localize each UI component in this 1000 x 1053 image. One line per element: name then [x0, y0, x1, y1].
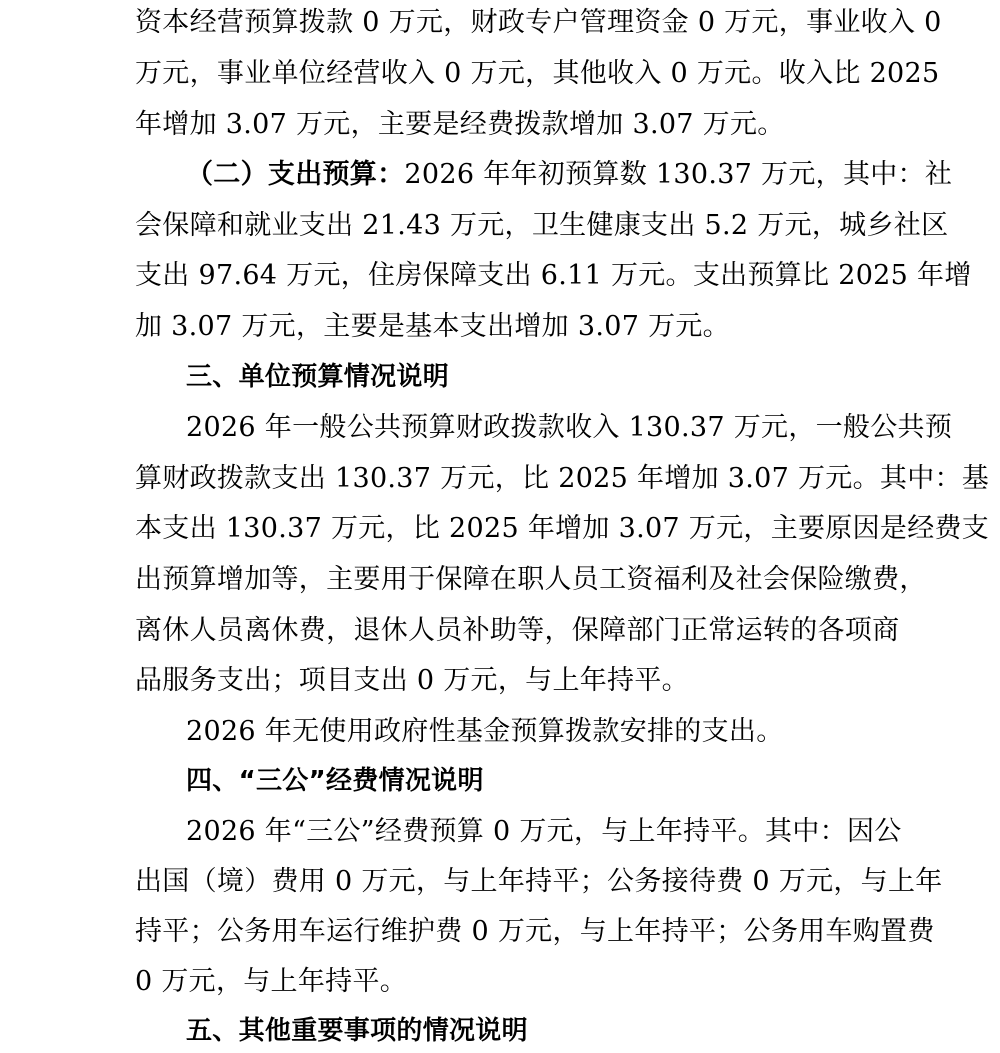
body-text-line: 会保障和就业支出 21.43 万元，卫生健康支出 5.2 万元，城乡社区 [135, 210, 949, 241]
body-text-line: 本支出 130.37 万元，比 2025 年增加 3.07 万元，主要原因是经费支 [135, 513, 990, 544]
body-text-line: 2026 年“三公”经费预算 0 万元，与上年持平。其中：因公 [186, 816, 902, 847]
expense-subheading: （二）支出预算： [186, 159, 405, 190]
body-text-line: 支出 97.64 万元，住房保障支出 6.11 万元。支出预算比 2025 年增 [135, 260, 972, 291]
body-text-line: 2026 年一般公共预算财政拨款收入 130.37 万元，一般公共预 [186, 412, 953, 443]
expense-text: 2026 年年初预算数 130.37 万元，其中：社 [404, 159, 953, 190]
section-heading-4: 四、“三公”经费情况说明 [186, 766, 484, 796]
body-text-line: 2026 年无使用政府性基金预算拨款安排的支出。 [186, 716, 784, 747]
body-text-line: 出国（境）费用 0 万元，与上年持平；公务接待费 0 万元，与上年 [135, 866, 943, 897]
section-heading-5: 五、其他重要事项的情况说明 [186, 1016, 528, 1046]
body-text-line: 算财政拨款支出 130.37 万元，比 2025 年增加 3.07 万元。其中：基 [135, 463, 990, 494]
body-text-line: 资本经营预算拨款 0 万元，财政专户管理资金 0 万元，事业收入 0 [135, 7, 942, 38]
expense-paragraph-first-line [186, 149, 952, 200]
body-text-line: 万元，事业单位经营收入 0 万元，其他收入 0 万元。收入比 2025 [135, 58, 940, 89]
section-heading-3: 三、单位预算情况说明 [186, 362, 450, 392]
body-text-line: 出预算增加等，主要用于保障在职人员工资福利及社会保险缴费， [135, 564, 927, 595]
body-text-line: 加 3.07 万元，主要是基本支出增加 3.07 万元。 [135, 311, 730, 342]
body-text-line: 品服务支出；项目支出 0 万元，与上年持平。 [135, 665, 689, 696]
body-text-line: 年增加 3.07 万元，主要是经费拨款增加 3.07 万元。 [135, 109, 785, 140]
body-text-line: 0 万元，与上年持平。 [135, 966, 408, 997]
body-text-line: 离休人员离休费，退休人员补助等，保障部门正常运转的各项商 [135, 615, 900, 646]
body-text-line: 持平；公务用车运行维护费 0 万元，与上年持平；公务用车购置费 [135, 916, 935, 947]
